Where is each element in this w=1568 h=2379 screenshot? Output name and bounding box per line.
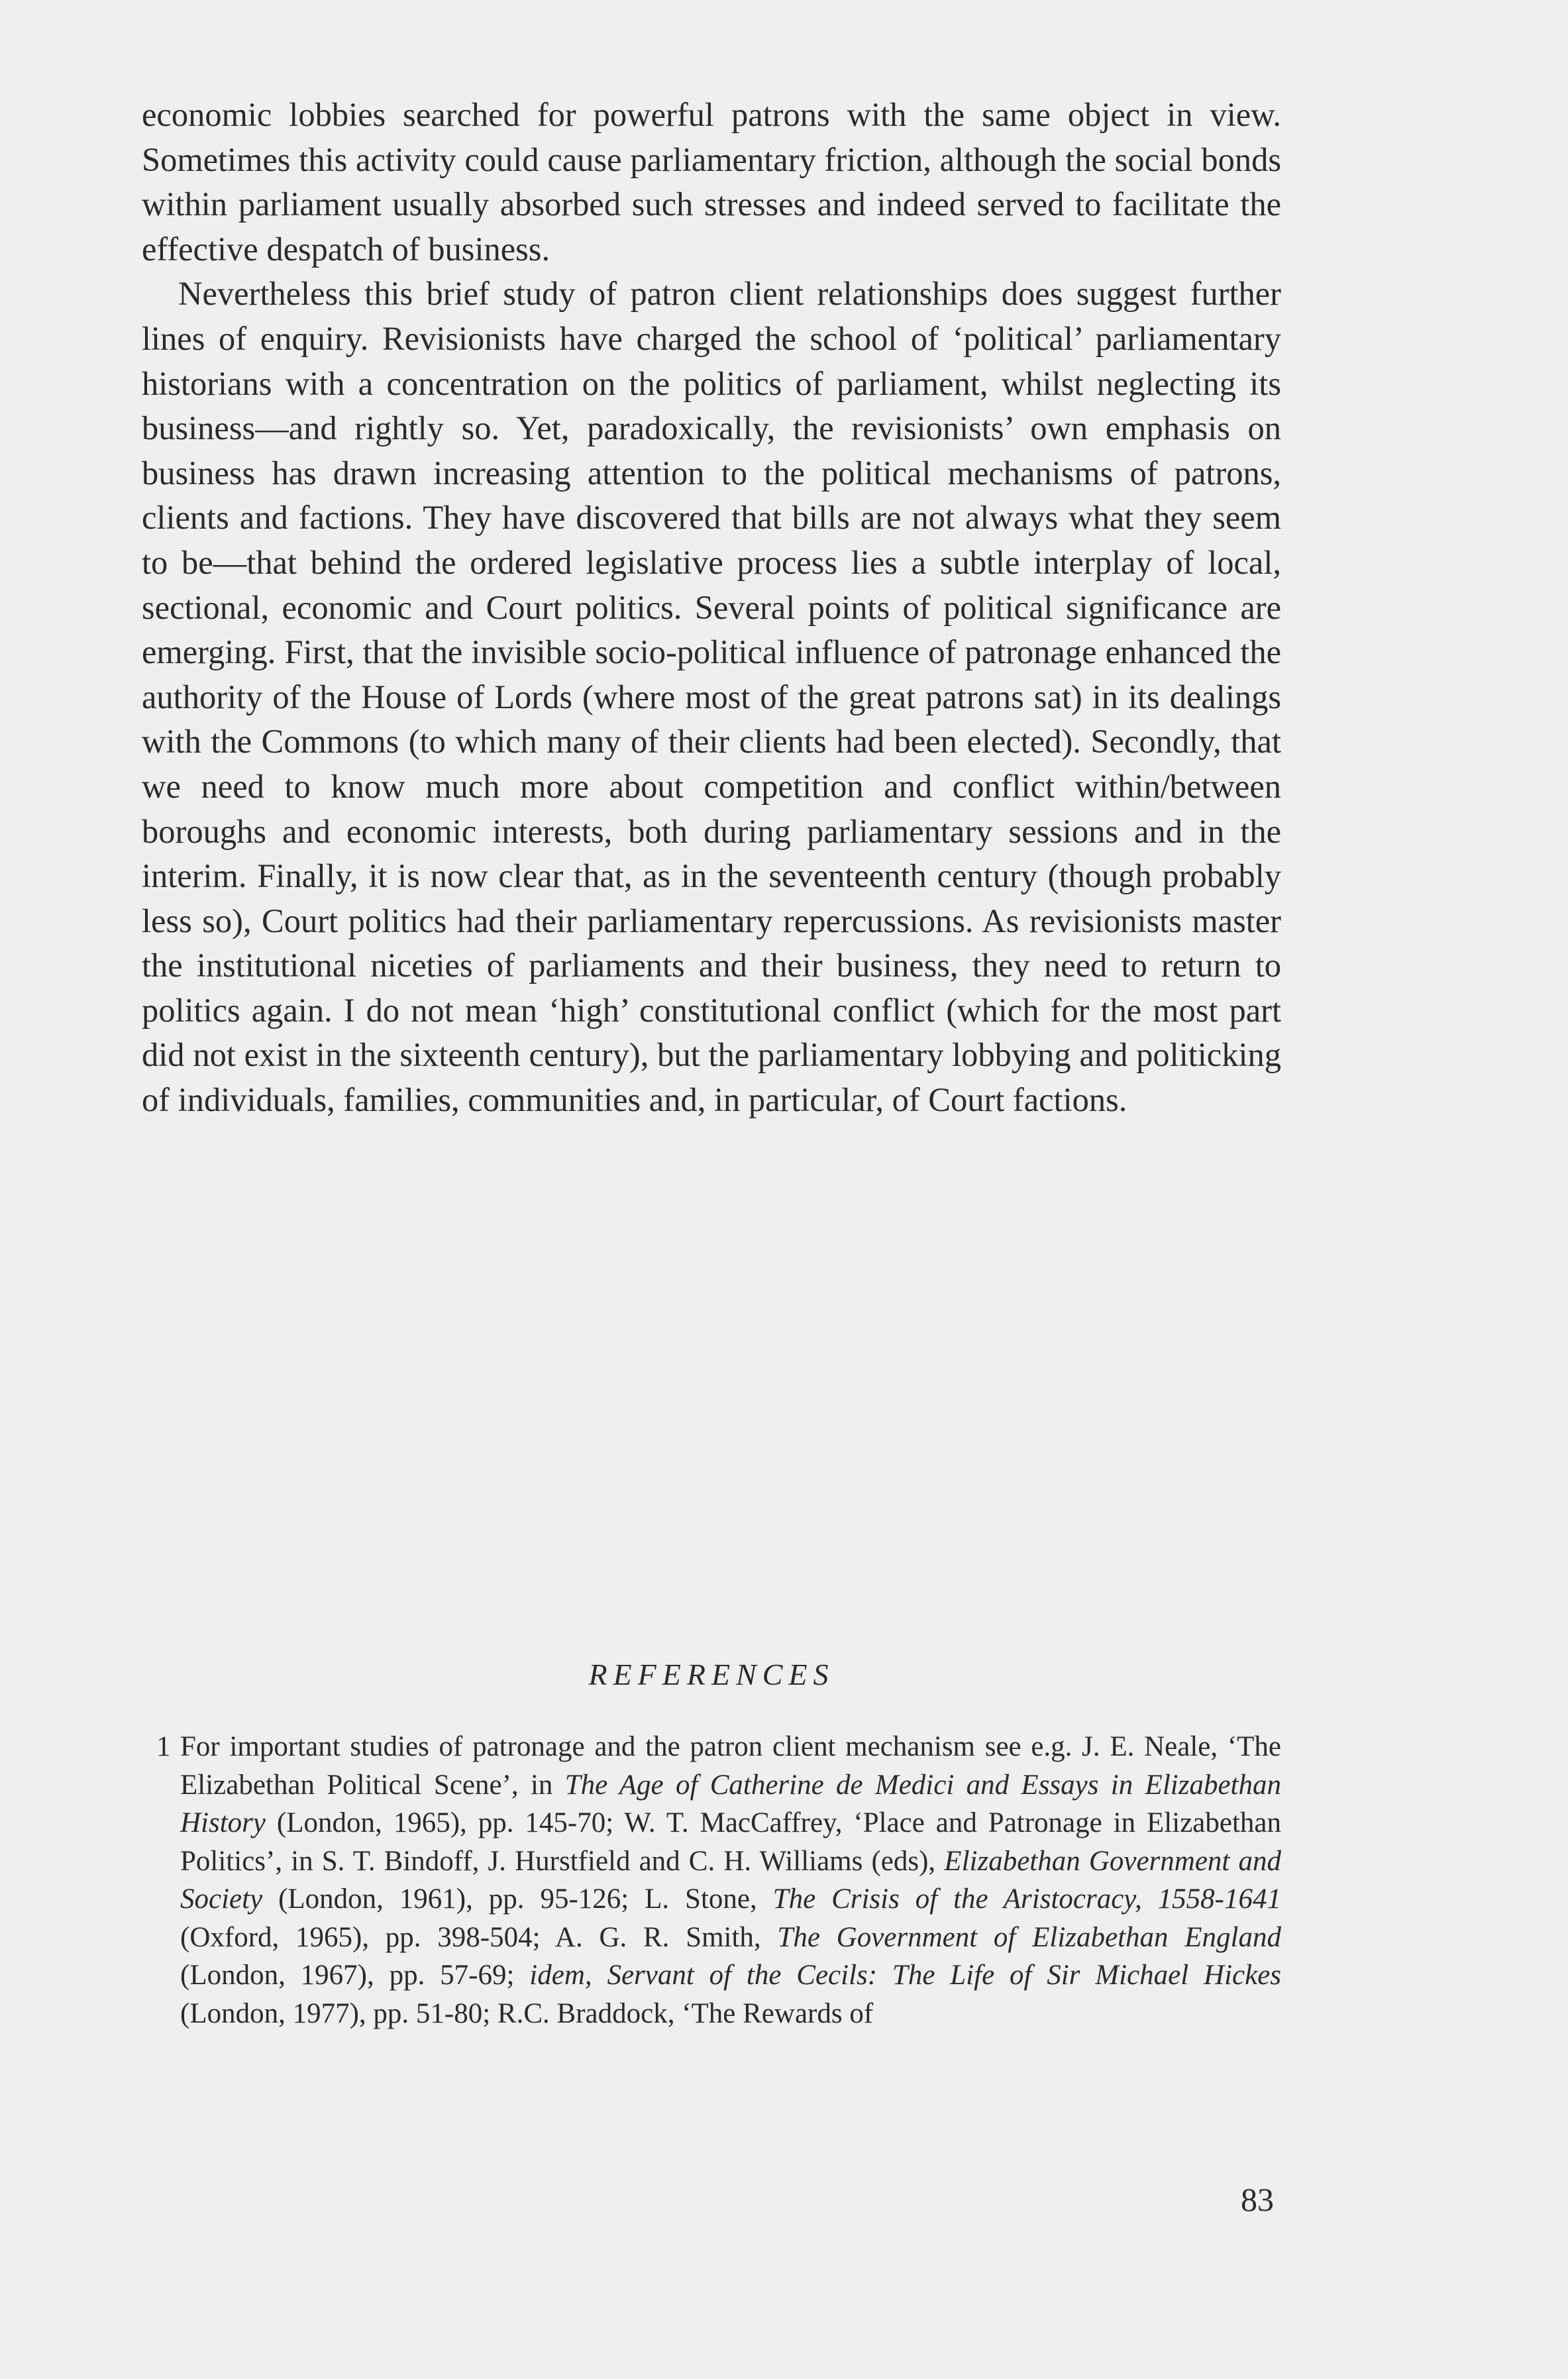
reference-segment: For important studies of patronage and the patron client mechanism see e.g. J. E. Neale, ‘The Elizabethan Political Scene’, in	[180, 1731, 1281, 1801]
body-text	[142, 93, 1281, 1123]
reference-title: The Government of Elizabethan England	[777, 1921, 1281, 1953]
reference-segment: (London, 1961), pp. 95-126; L. Stone,	[262, 1883, 773, 1915]
reference-text	[180, 1728, 1281, 2033]
reference-segment: (Oxford, 1965), pp. 398-504; A. G. R. Smith,	[180, 1921, 778, 1953]
references-list	[142, 1728, 1281, 2033]
reference-segment: (London, 1965), pp. 145-70; W. T. MacCaffrey, ‘Place and Patronage in Elizabethan Politics’, in S. T. Bindoff, J. Hurstfield and C. H. Williams (eds),	[180, 1807, 1281, 1877]
reference-number: 1	[156, 1731, 171, 1762]
reference-segment: (London, 1967), pp. 57-69;	[180, 1960, 530, 1991]
reference-title: The Age of Catherine de Medici and Essays in Elizabethan History	[180, 1769, 1281, 1838]
reference-segment: (London, 1977), pp. 51-80; R.C. Braddock, ‘The Rewards of	[180, 1997, 874, 2029]
reference-title: The Crisis of the Aristocracy, 1558-1641	[772, 1883, 1281, 1915]
body-paragraph-2: Nevertheless this brief study of patron client relationships does suggest further lines of enquiry. Revisionists have charged the school of ‘political’ parliamentary historians with a concentration on the politics of parliament, whilst neglecting its business—and rightly so. Yet, paradoxically, the revisionists’ own emphasis on business has drawn increasing attention to the political mechanisms of patrons, clients and factions. They have discovered that bills are not always what they seem to be—that behind the ordered legislative process lies a subtle interplay of local, sectional, economic and Court politics. Several points of political significance are emerging. First, that the invisible socio-political influence of patronage enhanced the authority of the House of Lords (where most of the great patrons sat) in its dealings with the Commons (to which many of their clients had been elected). Secondly, that we need to know much more about competition and conflict within/between boroughs and economic interests, both during parliamentary sessions and in the interim. Finally, it is now clear that, as in the seventeenth century (though probably less so), Court politics had their parliamentary repercussions. As revisionists master the institutional niceties of parliaments and their business, they need to return to politics again. I do not mean ‘high’ constitutional conflict (which for the most part did not exist in the sixteenth century), but the parliamentary lobbying and politicking of individuals, families, communities and, in particular, of Court factions.	[142, 275, 1281, 1119]
reference-title: Elizabethan Government and Society	[180, 1845, 1281, 1915]
page-number: 83	[1241, 2181, 1274, 2218]
reference-item	[142, 1728, 1281, 2033]
reference-title: idem, Servant of the Cecils: The Life of Sir Michael Hickes	[529, 1960, 1282, 1991]
body-paragraph-1: economic lobbies searched for powerful patrons with the same object in view. Sometimes this activity could cause parliamentary friction, although the social bonds within parliament usually absorbed such stresses and indeed served to facilitate the effective despatch of business.	[142, 96, 1281, 268]
references-heading: REFERENCES	[588, 1658, 835, 1691]
